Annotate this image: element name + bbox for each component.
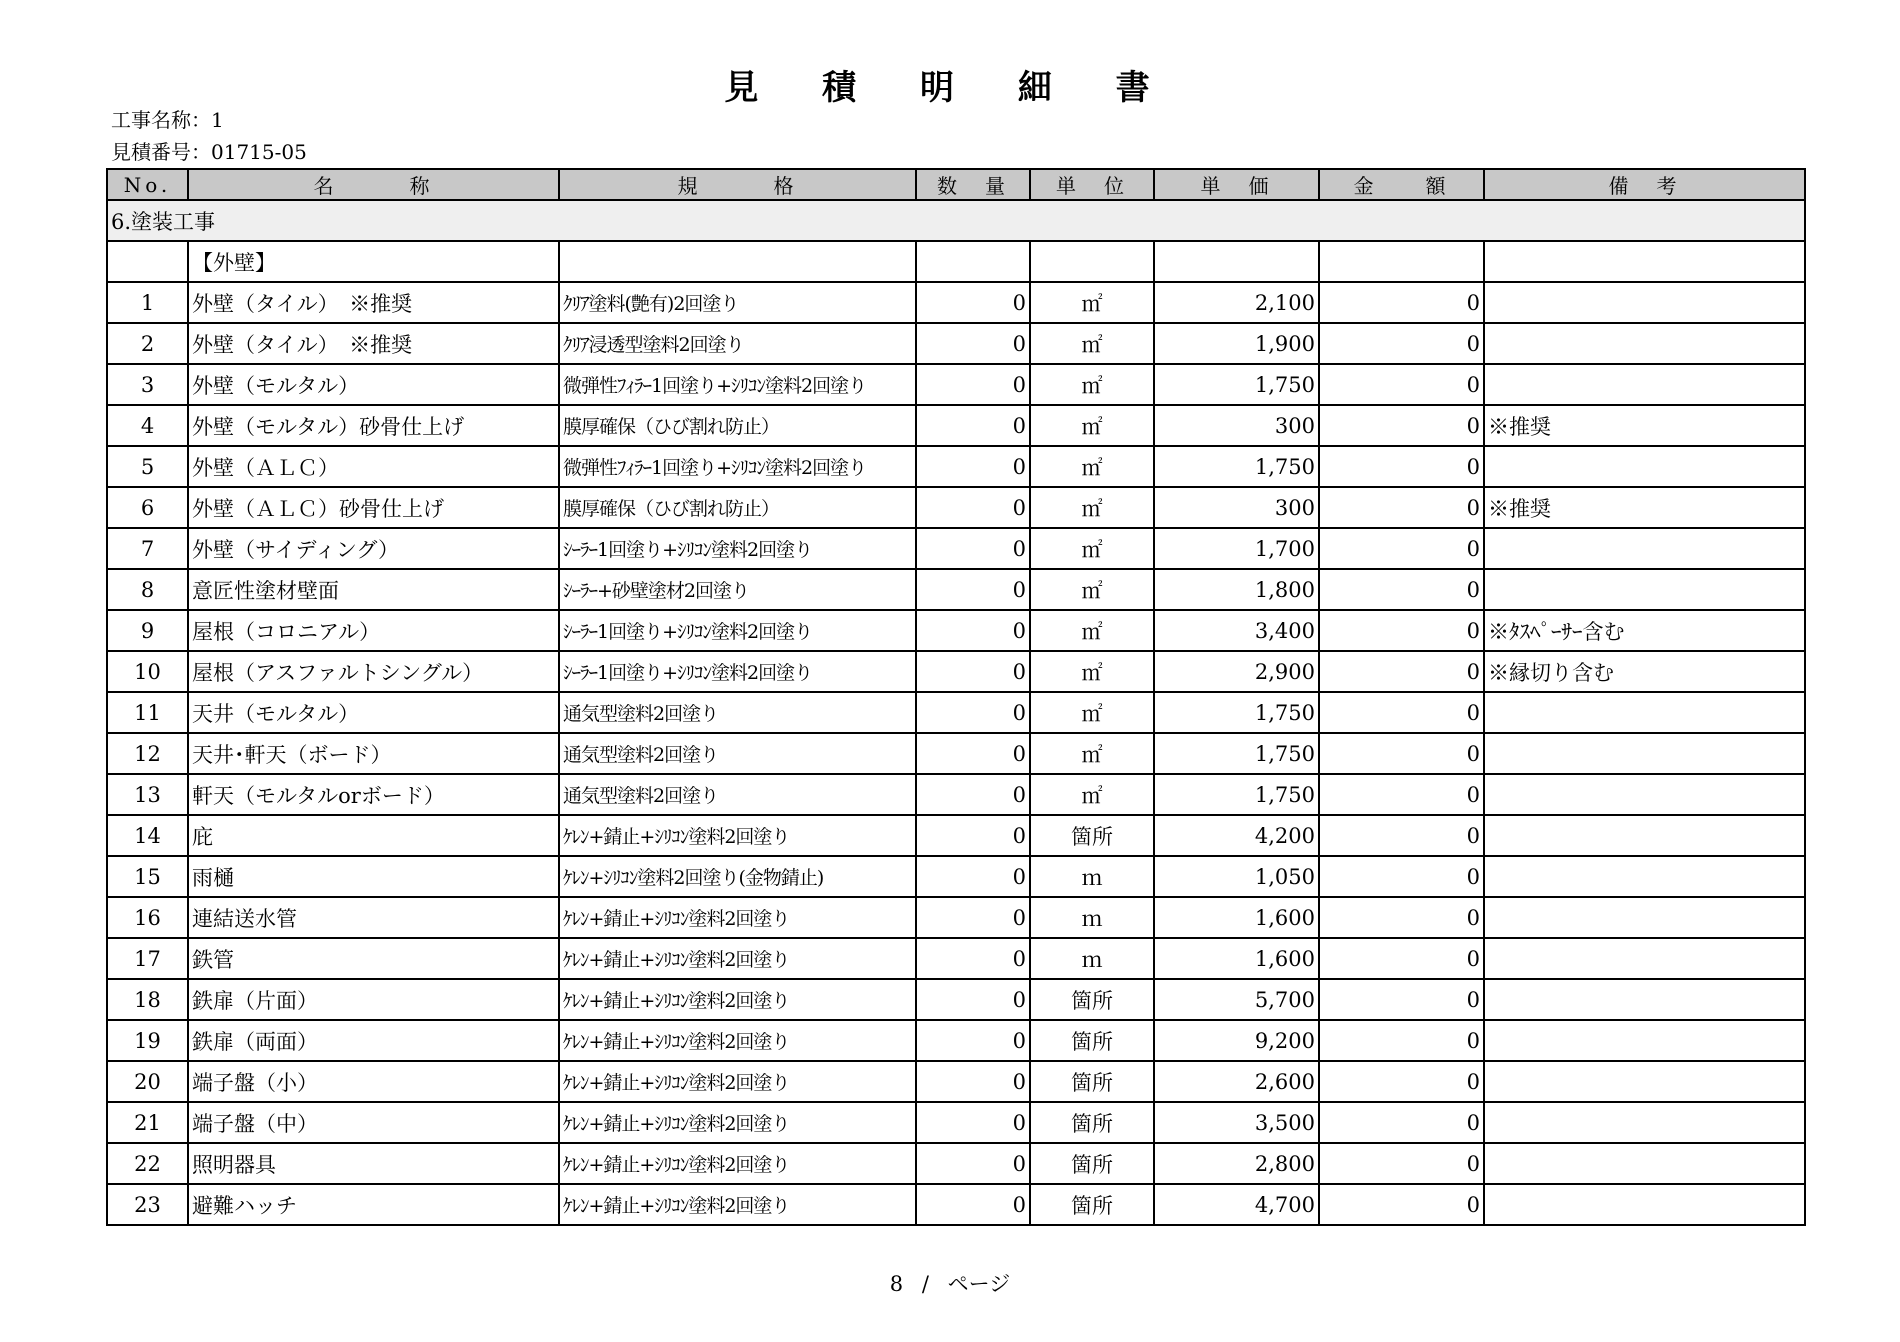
header-no: No. — [107, 169, 188, 200]
item-name: 屋根（コロニアル） — [188, 610, 559, 651]
item-no: 10 — [107, 651, 188, 692]
table-row — [107, 1184, 1805, 1225]
table-row — [107, 1061, 1805, 1102]
item-name: 意匠性塗材壁面 — [188, 569, 559, 610]
item-unit: 箇所 — [1030, 1102, 1154, 1143]
item-quantity: 0 — [916, 692, 1030, 733]
item-spec: ｹﾚﾝ+錆止+ｼﾘｺﾝ塗料2回塗り — [559, 815, 916, 856]
item-remarks — [1484, 938, 1805, 979]
item-quantity: 0 — [916, 651, 1030, 692]
item-amount: 0 — [1319, 897, 1484, 938]
item-name: 外壁（ＡＬＣ） — [188, 446, 559, 487]
item-quantity: 0 — [916, 569, 1030, 610]
item-no: 16 — [107, 897, 188, 938]
item-no: 15 — [107, 856, 188, 897]
item-unit-price: 3,400 — [1154, 610, 1319, 651]
item-amount: 0 — [1319, 487, 1484, 528]
item-quantity: 0 — [916, 1102, 1030, 1143]
item-amount: 0 — [1319, 651, 1484, 692]
table-row — [107, 1020, 1805, 1061]
item-unit-price: 1,700 — [1154, 528, 1319, 569]
item-amount: 0 — [1319, 733, 1484, 774]
item-no: 19 — [107, 1020, 188, 1061]
item-remarks — [1484, 897, 1805, 938]
item-no: 23 — [107, 1184, 188, 1225]
item-unit-price: 1,750 — [1154, 774, 1319, 815]
item-name: 雨樋 — [188, 856, 559, 897]
item-quantity: 0 — [916, 528, 1030, 569]
item-amount: 0 — [1319, 323, 1484, 364]
item-remarks — [1484, 1061, 1805, 1102]
group-unit-cell — [1030, 241, 1154, 282]
table-row — [107, 364, 1805, 405]
item-unit-price: 2,600 — [1154, 1061, 1319, 1102]
item-amount: 0 — [1319, 1143, 1484, 1184]
item-remarks — [1484, 979, 1805, 1020]
item-spec: 通気型塗料2回塗り — [559, 774, 916, 815]
item-amount: 0 — [1319, 528, 1484, 569]
table-row — [107, 733, 1805, 774]
item-unit: ㎡ — [1030, 733, 1154, 774]
item-name: 庇 — [188, 815, 559, 856]
item-name: 鉄管 — [188, 938, 559, 979]
group-row — [107, 241, 1805, 282]
item-amount: 0 — [1319, 282, 1484, 323]
item-remarks — [1484, 323, 1805, 364]
item-spec: 微弾性ﾌｨﾗｰ1回塗り+ｼﾘｺﾝ塗料2回塗り — [559, 364, 916, 405]
item-no: 18 — [107, 979, 188, 1020]
item-quantity: 0 — [916, 446, 1030, 487]
item-unit: 箇所 — [1030, 979, 1154, 1020]
item-quantity: 0 — [916, 323, 1030, 364]
item-remarks — [1484, 692, 1805, 733]
item-spec: ｸﾘｱ浸透型塗料2回塗り — [559, 323, 916, 364]
item-amount: 0 — [1319, 610, 1484, 651]
item-name: 外壁（ＡＬＣ）砂骨仕上げ — [188, 487, 559, 528]
item-unit: ㎡ — [1030, 364, 1154, 405]
item-unit: 箇所 — [1030, 815, 1154, 856]
item-spec: 通気型塗料2回塗り — [559, 692, 916, 733]
item-spec: ｼｰﾗｰ1回塗り+ｼﾘｺﾝ塗料2回塗り — [559, 528, 916, 569]
item-name: 天井（モルタル） — [188, 692, 559, 733]
item-spec: ｹﾚﾝ+錆止+ｼﾘｺﾝ塗料2回塗り — [559, 979, 916, 1020]
item-no: 21 — [107, 1102, 188, 1143]
estimate-detail-table — [106, 168, 1806, 1226]
item-remarks — [1484, 282, 1805, 323]
item-quantity: 0 — [916, 897, 1030, 938]
item-unit: ㎡ — [1030, 774, 1154, 815]
item-name: 鉄扉（片面） — [188, 979, 559, 1020]
item-no: 2 — [107, 323, 188, 364]
item-unit-price: 300 — [1154, 405, 1319, 446]
item-quantity: 0 — [916, 774, 1030, 815]
item-quantity: 0 — [916, 282, 1030, 323]
item-unit: 箇所 — [1030, 1184, 1154, 1225]
item-amount: 0 — [1319, 569, 1484, 610]
item-quantity: 0 — [916, 364, 1030, 405]
item-amount: 0 — [1319, 1061, 1484, 1102]
item-unit: ㎡ — [1030, 323, 1154, 364]
page-label: ページ — [947, 1272, 1011, 1296]
item-amount: 0 — [1319, 446, 1484, 487]
group-price-cell — [1154, 241, 1319, 282]
item-name: 天井･軒天（ボード） — [188, 733, 559, 774]
item-quantity: 0 — [916, 405, 1030, 446]
item-unit-price: 2,100 — [1154, 282, 1319, 323]
item-amount: 0 — [1319, 979, 1484, 1020]
item-remarks — [1484, 1020, 1805, 1061]
item-remarks — [1484, 528, 1805, 569]
item-name: 外壁（モルタル）砂骨仕上げ — [188, 405, 559, 446]
item-amount: 0 — [1319, 856, 1484, 897]
table-header-row — [107, 169, 1805, 200]
item-amount: 0 — [1319, 815, 1484, 856]
item-quantity: 0 — [916, 610, 1030, 651]
item-spec: ｹﾚﾝ+錆止+ｼﾘｺﾝ塗料2回塗り — [559, 1061, 916, 1102]
item-spec: 膜厚確保（ひび割れ防止） — [559, 405, 916, 446]
item-unit: 箇所 — [1030, 1143, 1154, 1184]
item-spec: ｹﾚﾝ+錆止+ｼﾘｺﾝ塗料2回塗り — [559, 1020, 916, 1061]
item-name: 屋根（アスファルトシングル） — [188, 651, 559, 692]
item-remarks — [1484, 569, 1805, 610]
item-amount: 0 — [1319, 774, 1484, 815]
table-row — [107, 897, 1805, 938]
item-remarks — [1484, 856, 1805, 897]
header-amount: 金 額 — [1319, 169, 1484, 200]
item-unit-price: 1,600 — [1154, 938, 1319, 979]
item-quantity: 0 — [916, 1061, 1030, 1102]
item-name: 連結送水管 — [188, 897, 559, 938]
item-quantity: 0 — [916, 815, 1030, 856]
header-name: 名 称 — [188, 169, 559, 200]
table-row — [107, 979, 1805, 1020]
item-no: 9 — [107, 610, 188, 651]
table-row — [107, 1102, 1805, 1143]
item-unit-price: 1,900 — [1154, 323, 1319, 364]
page-number: 8 — [889, 1272, 904, 1296]
section-title: 6.塗装工事 — [107, 200, 1805, 241]
table-row — [107, 610, 1805, 651]
item-no: 17 — [107, 938, 188, 979]
item-unit: ㎡ — [1030, 692, 1154, 733]
item-no: 13 — [107, 774, 188, 815]
item-no: 1 — [107, 282, 188, 323]
item-spec: 微弾性ﾌｨﾗｰ1回塗り+ｼﾘｺﾝ塗料2回塗り — [559, 446, 916, 487]
item-spec: ｹﾚﾝ+錆止+ｼﾘｺﾝ塗料2回塗り — [559, 1102, 916, 1143]
item-remarks — [1484, 815, 1805, 856]
item-name: 端子盤（小） — [188, 1061, 559, 1102]
item-remarks — [1484, 774, 1805, 815]
item-amount: 0 — [1319, 692, 1484, 733]
page-separator: / — [921, 1272, 929, 1296]
item-no: 7 — [107, 528, 188, 569]
table-row — [107, 938, 1805, 979]
item-unit: ㎡ — [1030, 487, 1154, 528]
table-row — [107, 528, 1805, 569]
header-quantity: 数 量 — [916, 169, 1030, 200]
header-remarks: 備 考 — [1484, 169, 1805, 200]
item-quantity: 0 — [916, 733, 1030, 774]
group-no-cell — [107, 241, 188, 282]
item-no: 11 — [107, 692, 188, 733]
item-unit-price: 9,200 — [1154, 1020, 1319, 1061]
item-quantity: 0 — [916, 1184, 1030, 1225]
item-no: 4 — [107, 405, 188, 446]
document-title: 見 積 明 細 書 — [724, 68, 1176, 108]
item-no: 6 — [107, 487, 188, 528]
item-unit-price: 300 — [1154, 487, 1319, 528]
item-spec: ｹﾚﾝ+錆止+ｼﾘｺﾝ塗料2回塗り — [559, 1143, 916, 1184]
page-footer — [0, 1268, 1900, 1298]
item-unit: 箇所 — [1030, 1061, 1154, 1102]
item-unit-price: 1,600 — [1154, 897, 1319, 938]
item-unit: 箇所 — [1030, 1020, 1154, 1061]
item-remarks — [1484, 446, 1805, 487]
group-spec-cell — [559, 241, 916, 282]
item-unit-price: 2,800 — [1154, 1143, 1319, 1184]
item-remarks: ※ﾀｽﾍﾟｰｻｰ含む — [1484, 610, 1805, 651]
item-name: 鉄扉（両面） — [188, 1020, 559, 1061]
item-remarks: ※縁切り含む — [1484, 651, 1805, 692]
item-unit: ㎡ — [1030, 528, 1154, 569]
item-remarks — [1484, 1184, 1805, 1225]
item-no: 12 — [107, 733, 188, 774]
item-unit: ｍ — [1030, 938, 1154, 979]
item-name: 外壁（タイル） ※推奨 — [188, 282, 559, 323]
item-name: 避難ハッチ — [188, 1184, 559, 1225]
item-no: 3 — [107, 364, 188, 405]
item-unit: ｍ — [1030, 897, 1154, 938]
item-spec: 通気型塗料2回塗り — [559, 733, 916, 774]
item-unit-price: 1,750 — [1154, 692, 1319, 733]
header-unit-price: 単 価 — [1154, 169, 1319, 200]
item-unit: ㎡ — [1030, 405, 1154, 446]
item-unit-price: 4,700 — [1154, 1184, 1319, 1225]
item-no: 8 — [107, 569, 188, 610]
table-row — [107, 487, 1805, 528]
item-unit-price: 1,800 — [1154, 569, 1319, 610]
item-no: 20 — [107, 1061, 188, 1102]
item-unit-price: 1,750 — [1154, 364, 1319, 405]
item-unit-price: 1,750 — [1154, 446, 1319, 487]
group-note-cell — [1484, 241, 1805, 282]
item-unit-price: 1,050 — [1154, 856, 1319, 897]
item-remarks — [1484, 1143, 1805, 1184]
item-unit-price: 2,900 — [1154, 651, 1319, 692]
item-spec: ｹﾚﾝ+錆止+ｼﾘｺﾝ塗料2回塗り — [559, 897, 916, 938]
item-remarks: ※推奨 — [1484, 487, 1805, 528]
table-row — [107, 282, 1805, 323]
group-amount-cell — [1319, 241, 1484, 282]
table-row — [107, 692, 1805, 733]
section-row — [107, 200, 1805, 241]
table-row — [107, 405, 1805, 446]
item-spec: 膜厚確保（ひび割れ防止） — [559, 487, 916, 528]
item-remarks — [1484, 1102, 1805, 1143]
item-spec: ｹﾚﾝ+錆止+ｼﾘｺﾝ塗料2回塗り — [559, 1184, 916, 1225]
item-amount: 0 — [1319, 938, 1484, 979]
item-amount: 0 — [1319, 364, 1484, 405]
item-quantity: 0 — [916, 979, 1030, 1020]
table-row — [107, 569, 1805, 610]
table-row — [107, 774, 1805, 815]
item-amount: 0 — [1319, 1102, 1484, 1143]
table-row — [107, 446, 1805, 487]
item-remarks — [1484, 364, 1805, 405]
item-name: 外壁（モルタル） — [188, 364, 559, 405]
table-row — [107, 856, 1805, 897]
item-unit: ㎡ — [1030, 282, 1154, 323]
item-unit: ㎡ — [1030, 651, 1154, 692]
item-remarks — [1484, 733, 1805, 774]
item-amount: 0 — [1319, 405, 1484, 446]
estimate-number-label: 見積番号：01715-05 — [111, 140, 307, 164]
item-name: 外壁（サイディング） — [188, 528, 559, 569]
table-row — [107, 1143, 1805, 1184]
table-row — [107, 815, 1805, 856]
item-name: 端子盤（中） — [188, 1102, 559, 1143]
item-spec: ｸﾘｱ塗料(艶有)2回塗り — [559, 282, 916, 323]
item-name: 軒天（モルタルorボード） — [188, 774, 559, 815]
item-unit-price: 5,700 — [1154, 979, 1319, 1020]
item-unit-price: 1,750 — [1154, 733, 1319, 774]
header-spec: 規 格 — [559, 169, 916, 200]
group-qty-cell — [916, 241, 1030, 282]
item-spec: ｼｰﾗｰ+砂壁塗材2回塗り — [559, 569, 916, 610]
project-name-label: 工事名称：1 — [111, 108, 224, 132]
item-quantity: 0 — [916, 1143, 1030, 1184]
item-name: 外壁（タイル） ※推奨 — [188, 323, 559, 364]
group-title: 【外壁】 — [188, 241, 559, 282]
item-unit: ㎡ — [1030, 610, 1154, 651]
item-remarks: ※推奨 — [1484, 405, 1805, 446]
item-spec: ｼｰﾗｰ1回塗り+ｼﾘｺﾝ塗料2回塗り — [559, 651, 916, 692]
item-unit-price: 3,500 — [1154, 1102, 1319, 1143]
item-unit: ㎡ — [1030, 446, 1154, 487]
item-unit: ㎡ — [1030, 569, 1154, 610]
item-quantity: 0 — [916, 487, 1030, 528]
item-amount: 0 — [1319, 1020, 1484, 1061]
item-quantity: 0 — [916, 938, 1030, 979]
header-unit: 単 位 — [1030, 169, 1154, 200]
item-no: 22 — [107, 1143, 188, 1184]
item-no: 5 — [107, 446, 188, 487]
item-no: 14 — [107, 815, 188, 856]
table-row — [107, 323, 1805, 364]
item-amount: 0 — [1319, 1184, 1484, 1225]
item-unit: ｍ — [1030, 856, 1154, 897]
item-unit-price: 4,200 — [1154, 815, 1319, 856]
table-row — [107, 651, 1805, 692]
item-name: 照明器具 — [188, 1143, 559, 1184]
item-spec: ｹﾚﾝ+ｼﾘｺﾝ塗料2回塗り(金物錆止) — [559, 856, 916, 897]
item-spec: ｼｰﾗｰ1回塗り+ｼﾘｺﾝ塗料2回塗り — [559, 610, 916, 651]
item-quantity: 0 — [916, 856, 1030, 897]
item-spec: ｹﾚﾝ+錆止+ｼﾘｺﾝ塗料2回塗り — [559, 938, 916, 979]
item-quantity: 0 — [916, 1020, 1030, 1061]
